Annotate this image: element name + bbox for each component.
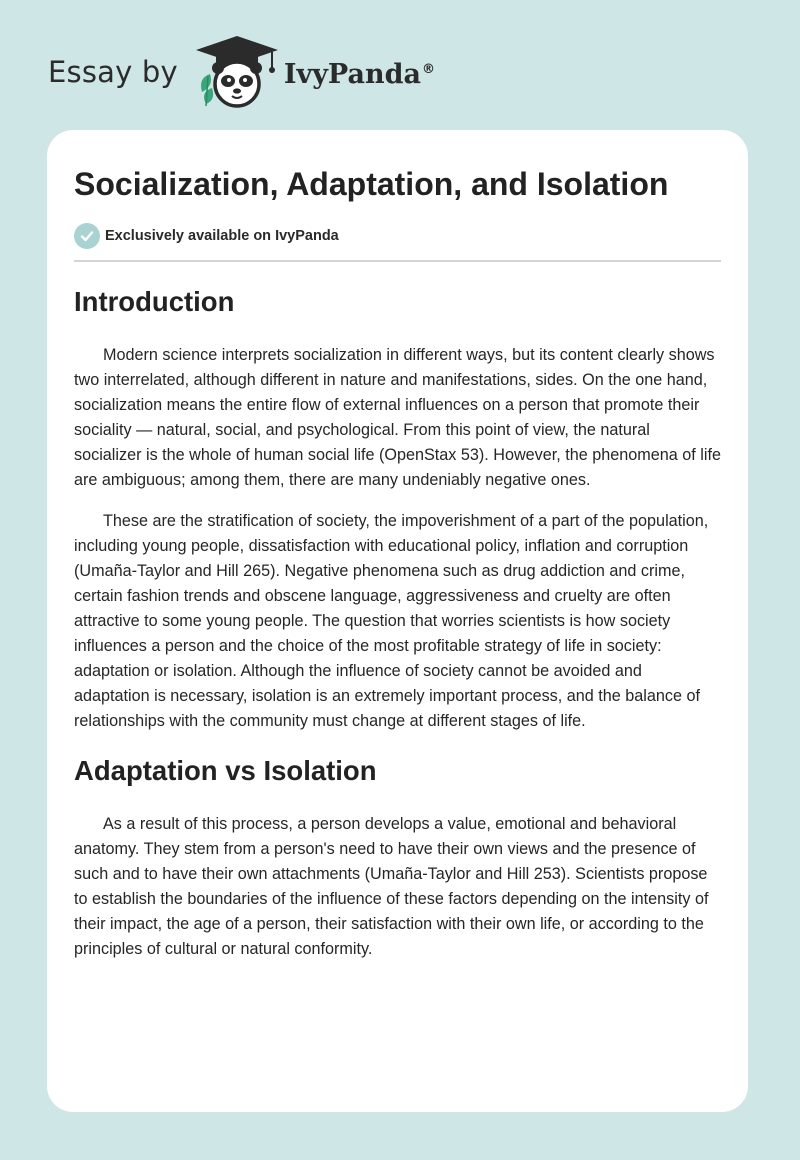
checkmark-badge-icon	[74, 223, 100, 249]
divider	[74, 260, 721, 262]
section-heading-adaptation-vs-isolation: Adaptation vs Isolation	[74, 755, 377, 786]
registered-mark: ®	[421, 61, 435, 77]
page-title: Socialization, Adaptation, and Isolation	[74, 166, 669, 202]
exclusive-badge	[74, 223, 721, 249]
brand-header	[48, 34, 435, 110]
paragraph: These are the stratification of society, the impoverishment of a part of the population, including young people, dissatisfaction with educational policy, inflation and corruption (Umaña-Taylor and Hill 265). Negative phenomena such as drug addiction and crime, certain fashion trends and obscene language, aggressiveness and cruelty are often attractive to some young people. The question that worries scientists is how society influences a person and the choice of the most profitable strategy of life in society: adaptation or isolation. Although the influence of society cannot be avoided and adaptation is necessary, isolation is an extremely important process, and the balance of relationships with the community must change at different stages of life.	[74, 512, 709, 730]
paragraph: As a result of this process, a person develops a value, emotional and behavioral anatomy. They stem from a person's need to have their own views and the presence of such and to have their own attachments (Umaña-Taylor and Hill 253). Scientists propose to establish the boundaries of the influence of these factors depending on the intensity of their impact, the age of a person, their satisfaction with their own life, or according to the principles of cultural or natural conformity.	[74, 815, 709, 958]
brand-name-text: IvyPanda	[283, 58, 421, 90]
brand-name	[284, 59, 435, 90]
section-heading-introduction: Introduction	[74, 286, 235, 317]
exclusive-label: Exclusively available on IvyPanda	[105, 228, 339, 244]
graduation-cap-panda-logo-icon	[192, 34, 282, 110]
paragraph: Modern science interprets socialization in different ways, but its content clearly shows two interrelated, although different in nature and manifestations, sides. On the one hand, socialization means the entire flow of external influences on a person that promote their sociality — natural, social, and psychological. From this point of view, the natural socializer is the whole of human social life (OpenStax 53). However, the phenomena of life are ambiguous; among them, there are many undeniably negative ones.	[74, 346, 721, 489]
brand-prefix: Essay by	[48, 55, 178, 89]
checkmark-icon	[80, 229, 94, 243]
essay-card	[47, 130, 748, 1112]
